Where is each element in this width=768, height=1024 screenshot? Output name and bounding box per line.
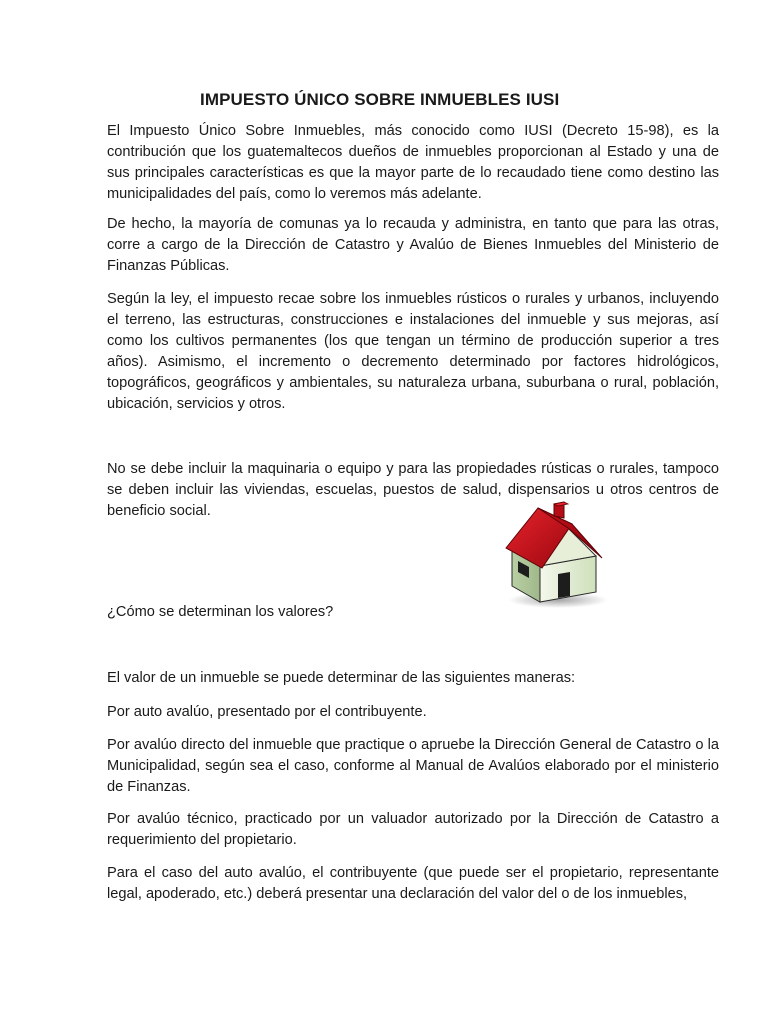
house-icon — [498, 498, 613, 610]
paragraph-methods-intro: El valor de un inmueble se puede determinar de las siguientes maneras: — [107, 670, 576, 686]
paragraph-method-self: Por auto avalúo, presentado por el contribuyente. — [107, 704, 427, 720]
paragraph-intro: El Impuesto Único Sobre Inmuebles, más conocido como IUSI (Decreto 15-98), es la contribución que los guatemaltecos dueños de inmuebles proporcionan al Estado y una de sus principales características es que la mayor parte de lo recaudado tiene como destino las municipalidades del país, como lo veremos más adelante. — [107, 123, 719, 202]
paragraph-collection: De hecho, la mayoría de comunas ya lo recauda y administra, en tanto que para las otras, corre a cargo de la Dirección de Catastro y Avalúo de Bienes Inmuebles del Ministerio de Finanzas Públicas. — [107, 216, 719, 274]
paragraph-scope: Según la ley, el impuesto recae sobre los inmuebles rústicos o rurales y urbanos, incluyendo el terreno, las estructuras, construcciones e instalaciones del inmueble y sus mejoras, así como los cultivos permanentes (los que tengan un término de producción superior a tres años). Asimismo, el incremento o decremento determinado por factores hidrológicos, topográficos, geográficos y ambientales, su naturaleza urbana, suburbana o rural, población, ubicación, servicios y otros. — [107, 291, 719, 412]
document-title: IMPUESTO ÚNICO SOBRE INMUEBLES IUSI — [200, 90, 560, 109]
paragraph-method-direct: Por avalúo directo del inmueble que practique o apruebe la Dirección General de Catastro o la Municipalidad, según sea el caso, conforme al Manual de Avalúos elaborado por el ministerio de Finanzas. — [107, 737, 719, 795]
paragraph-self-assessment: Para el caso del auto avalúo, el contribuyente (que puede ser el propietario, representante legal, apoderado, etc.) deberá presentar una declaración del valor del o de los inmuebles, — [107, 865, 719, 902]
paragraph-exclusions: No se debe incluir la maquinaria o equipo y para las propiedades rústicas o rurales, tampoco se deben incluir las viviendas, escuelas, puestos de salud, dispensarios u otros centros de beneficio social. — [107, 461, 719, 519]
paragraph-method-technical: Por avalúo técnico, practicado por un valuador autorizado por la Dirección de Catastro a requerimiento del propietario. — [107, 811, 719, 848]
question-heading: ¿Cómo se determinan los valores? — [107, 604, 334, 620]
